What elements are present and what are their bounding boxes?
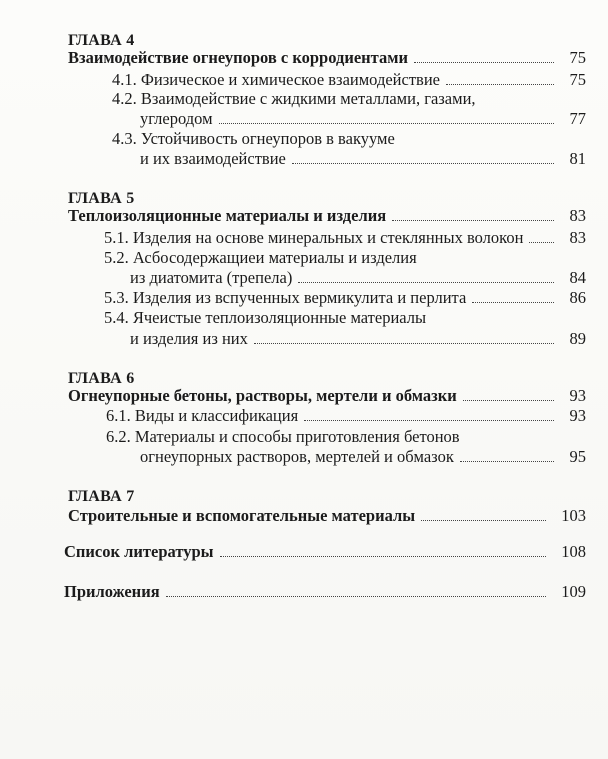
item-number: 5.3. <box>104 288 129 307</box>
leader-dots <box>298 281 554 283</box>
item-number: 4.3. <box>112 129 137 148</box>
appendix-entry[interactable] <box>0 582 608 604</box>
chapter-6-entry[interactable] <box>0 386 608 408</box>
item-title: Виды и классификация <box>134 406 299 425</box>
item-title: Материалы и способы приготовления бетонов <box>134 427 460 446</box>
leader-dots <box>446 83 554 85</box>
toc-item-6-1[interactable] <box>0 406 608 428</box>
item-title-continued: углеродом <box>140 109 213 128</box>
leader-dots <box>292 162 554 164</box>
item-number: 6.2. <box>106 427 131 446</box>
toc-item-5-3[interactable] <box>0 288 608 310</box>
item-number: 4.1. <box>112 70 137 89</box>
leader-dots <box>421 519 546 521</box>
item-page: 86 <box>569 288 586 307</box>
item-page: 83 <box>569 228 586 247</box>
chapter-5-heading: ГЛАВА 5 <box>68 190 135 207</box>
item-title: Физическое и химическое взаимодействие <box>140 70 440 89</box>
chapter-5-page: 83 <box>569 206 586 225</box>
chapter-6-page: 93 <box>569 386 586 405</box>
references-page: 108 <box>561 542 586 561</box>
toc-item-6-2[interactable] <box>0 427 608 466</box>
chapter-4-entry[interactable] <box>0 48 608 70</box>
item-page: 77 <box>569 109 586 128</box>
item-number: 5.1. <box>104 228 129 247</box>
item-page: 84 <box>569 268 586 287</box>
item-title: Ячеистые теплоизоляционные материалы <box>132 308 427 327</box>
chapter-6-title: Огнеупорные бетоны, растворы, мертели и обмазки <box>68 386 457 405</box>
item-title-continued: огнеупорных растворов, мертелей и обмазок <box>140 447 454 466</box>
chapter-5-title: Теплоизоляционные материалы и изделия <box>68 206 387 225</box>
chapter-7-heading: ГЛАВА 7 <box>68 488 135 505</box>
chapter-5-entry[interactable] <box>0 206 608 228</box>
chapter-4-title: Взаимодействие огнеупоров с корродиентами <box>68 48 408 67</box>
item-number: 6.1. <box>106 406 131 425</box>
toc-item-4-2[interactable] <box>0 89 608 128</box>
chapter-7-entry[interactable] <box>0 506 608 528</box>
item-title: Взаимодействие с жидкими металлами, газами, <box>140 89 476 108</box>
item-page: 75 <box>569 70 586 89</box>
item-number: 4.2. <box>112 89 137 108</box>
toc-item-5-4[interactable] <box>0 308 608 348</box>
chapter-4-page: 75 <box>569 48 586 67</box>
chapter-6-heading: ГЛАВА 6 <box>68 370 135 387</box>
references-title: Список литературы <box>64 542 214 561</box>
chapter-4-heading: ГЛАВА 4 <box>68 32 135 49</box>
leader-dots <box>166 595 546 597</box>
leader-dots <box>392 219 554 221</box>
leader-dots <box>529 241 554 243</box>
toc-item-5-1[interactable] <box>0 228 608 250</box>
item-page: 81 <box>569 149 586 168</box>
item-page: 89 <box>569 329 586 348</box>
item-title: Изделия на основе минеральных и стеклянных волокон <box>132 228 524 247</box>
toc-item-4-3[interactable] <box>0 129 608 168</box>
leader-dots <box>220 555 546 557</box>
appendix-page: 109 <box>561 582 586 601</box>
leader-dots <box>463 399 554 401</box>
chapter-7-page: 103 <box>561 506 586 525</box>
item-page: 95 <box>569 447 586 466</box>
item-title-continued: и их взаимодействие <box>140 149 286 168</box>
appendix-title: Приложения <box>64 582 160 601</box>
item-title-continued: и изделия из них <box>130 329 248 348</box>
leader-dots <box>414 61 554 63</box>
leader-dots <box>472 301 554 303</box>
item-title: Устойчивость огнеупоров в вакууме <box>140 129 395 148</box>
leader-dots <box>304 419 554 421</box>
chapter-7-title: Строительные и вспомогательные материалы <box>68 506 416 525</box>
item-title: Изделия из вспученных вермикулита и перлита <box>132 288 467 307</box>
toc-item-5-2[interactable] <box>0 248 608 287</box>
item-title-continued: из диатомита (трепела) <box>130 268 293 287</box>
leader-dots <box>460 460 554 462</box>
item-number: 5.4. <box>104 308 129 327</box>
leader-dots <box>219 122 554 124</box>
item-title: Асбосодержащиеи материалы и изделия <box>132 248 417 267</box>
leader-dots <box>254 342 554 344</box>
item-number: 5.2. <box>104 248 129 267</box>
item-page: 93 <box>569 406 586 425</box>
references-entry[interactable] <box>0 542 608 564</box>
